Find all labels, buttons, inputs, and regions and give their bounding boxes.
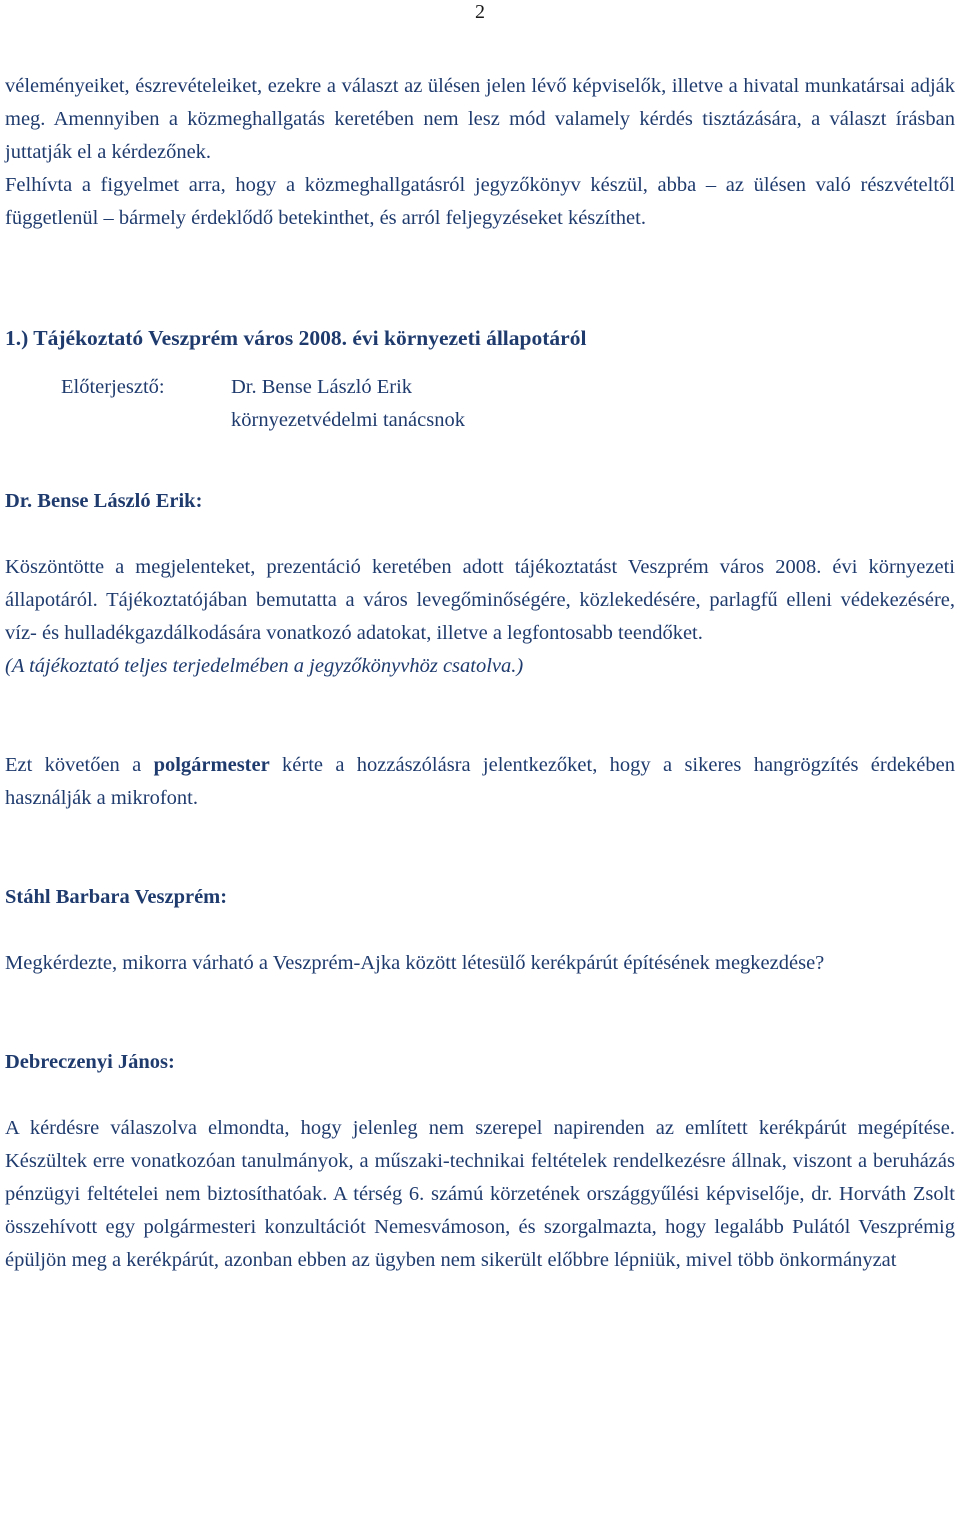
document-body bbox=[5, 70, 955, 1277]
presenter-name: Dr. Bense László Erik bbox=[231, 376, 413, 398]
speaker1-name: Dr. Bense László Erik: bbox=[5, 490, 203, 512]
mayor-paragraph bbox=[5, 749, 955, 815]
presenter-role: környezetvédelmi tanácsnok bbox=[231, 409, 465, 431]
presenter-label: Előterjesztő: bbox=[61, 376, 165, 398]
intro-paragraph-2: Felhívta a figyelmet arra, hogy a közmeghallgatásról jegyzőkönyv készül, abba – az ülésen való részvételtől függetlenül – bármely érdeklődő betekinthet, és arról feljegyzéseket készíthet. bbox=[5, 174, 955, 229]
speaker1-text: Köszöntötte a megjelenteket, prezentáció keretében adott tájékoztatást Veszprém város 2008. évi környezeti állapotáról. Tájékoztatójában bemutatta a város levegőminőségére, közlekedésére, parlagfű elleni védekezésére, víz- és hulladékgazdálkodására vonatkozó adatokat, illetve a legfontosabb teendőket. bbox=[5, 556, 955, 644]
speaker1-note: (A tájékoztató teljes terjedelmében a jegyzőkönyvhöz csatolva.) bbox=[5, 655, 524, 677]
mayor-text-before: Ezt követően a bbox=[5, 754, 154, 776]
intro-paragraph-1: véleményeiket, észrevételeiket, ezekre a választ az ülésen jelen lévő képviselők, illetve a hivatal munkatársai adják meg. Amennyiben a közmeghallgatás keretében nem lesz mód valamely kérdés tisztázására, a választ írásban juttatják el a kérdezőnek. bbox=[5, 75, 955, 163]
mayor-text-after: kérte a hozzászólásra jelentkezőket, hogy a sikeres hangrögzítés érdekében használják a mikrofont. bbox=[5, 754, 956, 809]
speaker2-name: Stáhl Barbara Veszprém: bbox=[5, 886, 228, 908]
presenter-block bbox=[61, 371, 955, 437]
speaker2-text: Megkérdezte, mikorra várható a Veszprém-Ajka között létesülő kerékpárút építésének megkezdése? bbox=[5, 952, 825, 974]
speaker3-name: Debreczenyi János: bbox=[5, 1051, 175, 1073]
page-number: 2 bbox=[475, 1, 485, 23]
speaker3-text: A kérdésre válaszolva elmondta, hogy jelenleg nem szerepel napirenden az említett kerékpárút megépítése. Készültek erre vonatkozóan tanulmányok, a műszaki-technikai feltételek rendelkezésre állnak, viszont a beruházás pénzügyi feltételei nem biztosíthatóak. A térség 6. számú körzetének országgyűlési képviselője, dr. Horváth Zsolt összehívott egy polgármesteri konzultációt Nemesvámoson, és szorgalmazta, hogy legalább Pulától Veszprémig épüljön meg a kerékpárút, azonban ebben az ügyben nem sikerült előbbre lépniük, mivel több önkormányzat bbox=[5, 1117, 955, 1271]
mayor-role: polgármester bbox=[153, 754, 270, 776]
section-title: 1.) Tájékoztató Veszprém város 2008. évi környezeti állapotáról bbox=[5, 326, 587, 350]
